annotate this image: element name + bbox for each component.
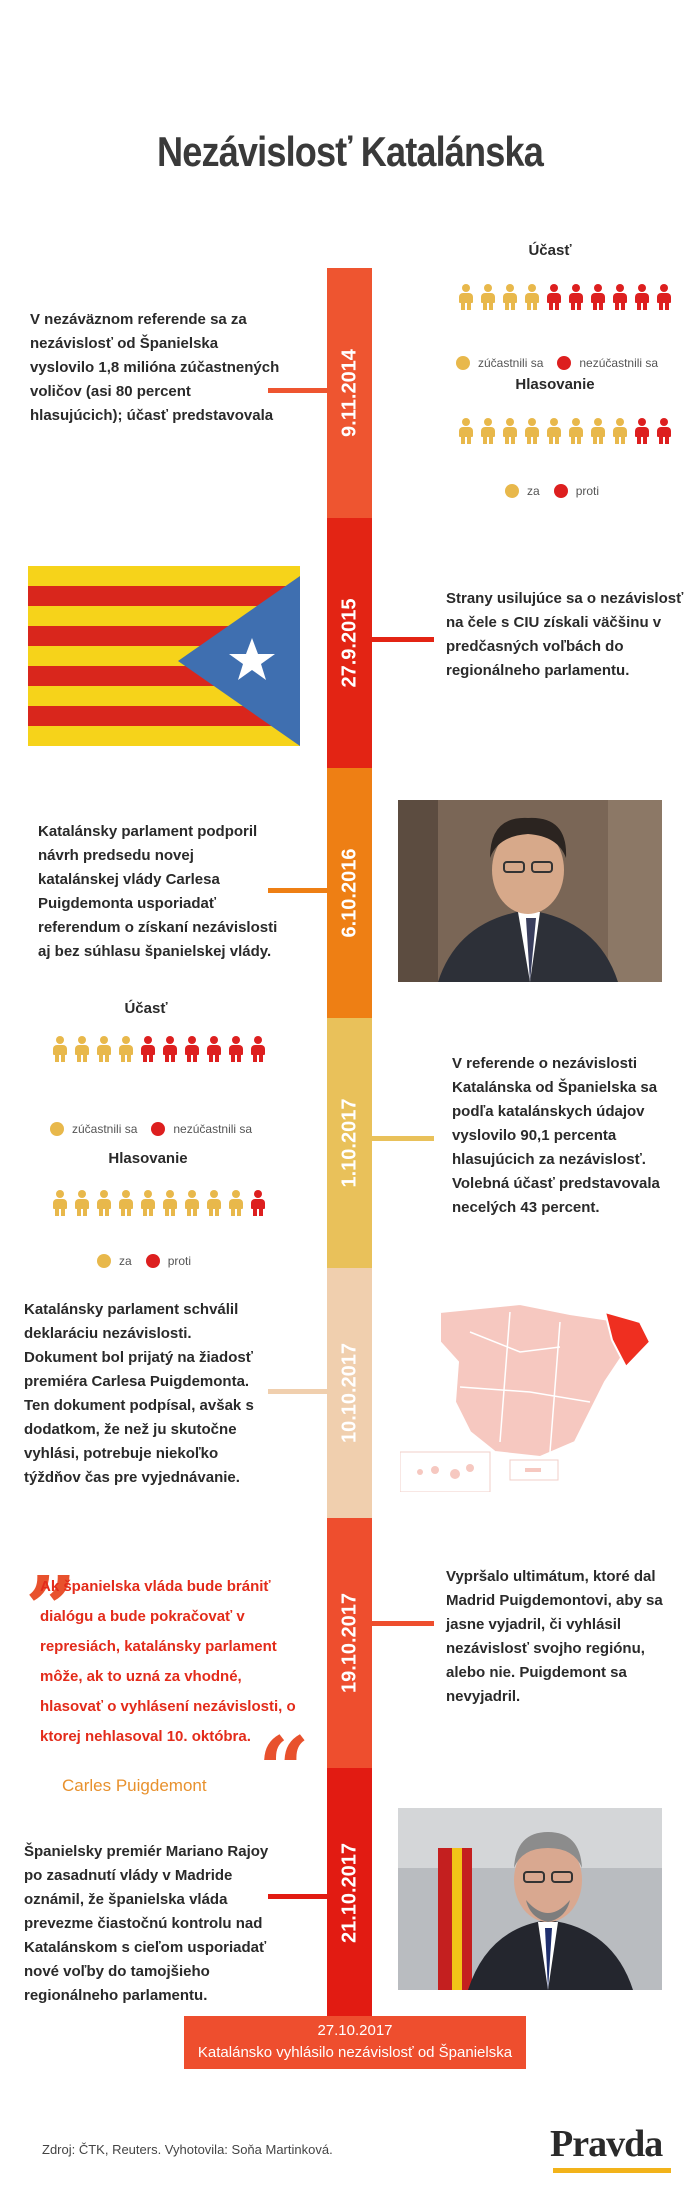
person-icon-yes (160, 1190, 180, 1216)
person-icon-yes (500, 418, 520, 444)
legend-dot-yes (50, 1122, 64, 1136)
timeline-date: 9.11.2014 (338, 349, 360, 437)
event-text-2017-oct1: V referende o nezávislosti Katalánska od Španielska sa podľa katalánskych údajov vyslovilo 90,1 percenta hlasujúcich za nezávislosť. Volebná účasť predstavovala necelých 43 percent. (452, 1055, 660, 1216)
person-icon-no (632, 418, 652, 444)
event-text-2014: V nezáväznom referende sa za nezávislosť od Španielska vyslovilo 1,8 milióna zúčastnených voličov (asi 80 percent hlasujúcich); účasť predstavovala (30, 311, 280, 424)
source-credit: Zdroj: ČTK, Reuters. Vyhotovila: Soňa Martinková. (42, 2142, 333, 2157)
person-icon-yes (72, 1190, 92, 1216)
legend-dot-yes (505, 484, 519, 498)
person-icon-yes (478, 418, 498, 444)
person-icon-yes (182, 1190, 202, 1216)
person-icon-yes (566, 418, 586, 444)
person-icon-no (654, 284, 674, 310)
legend-label-no: nezúčastnili sa (579, 356, 659, 370)
event-text-2017-oct19: Vypršalo ultimátum, ktoré dal Madrid Puigdemontovi, aby sa jasne vyjadril, či vyhlásil nezávislosť svojho regiónu, alebo nie. Puigdemont sa nevyjadril. (446, 1568, 663, 1705)
person-icon-yes (138, 1190, 158, 1216)
legend-label-no: nezúčastnili sa (173, 1122, 253, 1136)
person-icon-no (160, 1036, 180, 1062)
person-icon-yes (610, 418, 630, 444)
chart1-turnout-title: Účasť (528, 242, 572, 259)
person-icon-no (226, 1036, 246, 1062)
final-text: Katalánsko vyhlásilo nezávislosť od Španielska (197, 2044, 513, 2061)
legend-dot-yes (97, 1254, 111, 1268)
chart2-vote-title: Hlasovanie (108, 1150, 188, 1167)
timeline-segment-2017-oct21 (327, 1768, 372, 2018)
legend-label-no: proti (167, 1254, 192, 1268)
timeline-segment-2017-oct19 (327, 1518, 372, 1768)
legend-label-yes: zúčastnili sa (72, 1122, 138, 1136)
connector (372, 637, 434, 642)
rajoy-photo (398, 1808, 662, 1990)
person-icon-yes (522, 418, 542, 444)
timeline-date: 10.10.2017 (338, 1342, 360, 1444)
person-icon-no (654, 418, 674, 444)
legend-dot-no (146, 1254, 160, 1268)
person-icon-no (588, 284, 608, 310)
person-icon-yes (72, 1036, 92, 1062)
event-text-2017-oct10: Katalánsky parlament schválil deklaráciu nezávislosti. Dokument bol prijatý na žiadosť premiéra Carlesa Puigdemonta. Ten dokument podpísal, avšak s dodatkom, že než ju skutočne vyhlási, potrebuje niekoľko týždňov čas pre vyjednávanie. (24, 1301, 254, 1486)
person-icon-yes (544, 418, 564, 444)
timeline-date: 21.10.2017 (338, 1842, 360, 1944)
chart1-vote-legend (505, 484, 613, 498)
chart2-turnout-title: Účasť (124, 1000, 168, 1017)
person-icon-no (248, 1036, 268, 1062)
chart1-turnout-people (456, 284, 674, 310)
chart1-vote-title: Hlasovanie (515, 376, 595, 393)
timeline-segment-2014 (327, 268, 372, 518)
chart2-turnout-legend (50, 1122, 266, 1136)
catalan-flag-image (28, 566, 300, 746)
final-date: 27.10.2017 (317, 2022, 393, 2039)
connector (372, 1621, 434, 1626)
close-quote-icon: “ (258, 1717, 310, 1823)
person-icon-yes (522, 284, 542, 310)
person-icon-no (248, 1190, 268, 1216)
timeline-segment-2017-oct10 (327, 1268, 372, 1518)
person-icon-yes (116, 1036, 136, 1062)
timeline-date: 19.10.2017 (338, 1592, 360, 1694)
event-text-2016: Katalánsky parlament podporil návrh predsedu novej katalánskej vlády Carlesa Puigdemonta usporiadať referendum o získaní nezávislosti aj bez súhlasu španielskej vlády. (38, 823, 278, 960)
timeline-date: 27.9.2015 (338, 598, 360, 688)
logo-underline (553, 2168, 671, 2173)
timeline-segment-2016 (327, 768, 372, 1018)
timeline-segment-2017-oct1 (327, 1018, 372, 1268)
person-icon-yes (94, 1190, 114, 1216)
person-icon-no (610, 284, 630, 310)
legend-dot-yes (456, 356, 470, 370)
pravda-logo: Pravda (550, 2123, 663, 2165)
chart2-turnout-people (50, 1036, 268, 1062)
legend-label-yes: zúčastnili sa (478, 356, 544, 370)
person-icon-yes (226, 1190, 246, 1216)
person-icon-no (138, 1036, 158, 1062)
legend-dot-no (554, 484, 568, 498)
event-text-2017-oct21: Španielsky premiér Mariano Rajoy po zasadnutí vlády v Madride oznámil, že španielska vláda prevezme čiastočnú kontrolu nad Katalánskom s cieľom usporiadať nové voľby do tamojšieho regionálneho parlamentu. (24, 1843, 269, 2004)
chart2-vote-people (50, 1190, 268, 1216)
person-icon-no (544, 284, 564, 310)
connector (268, 1894, 328, 1899)
legend-label-no: proti (575, 484, 600, 498)
legend-label-yes: za (119, 1254, 132, 1268)
person-icon-no (632, 284, 652, 310)
person-icon-yes (50, 1036, 70, 1062)
legend-dot-no (557, 356, 571, 370)
timeline-date: 1.10.2017 (338, 1098, 360, 1188)
person-icon-yes (478, 284, 498, 310)
person-icon-yes (588, 418, 608, 444)
person-icon-yes (50, 1190, 70, 1216)
chart2-vote-legend (97, 1254, 205, 1268)
puigdemont-quote: Ak španielska vláda bude brániť dialógu a bude pokračovať v represiách, katalánsky parlament môže, ak to uzná za vhodné, hlasovať o vyhlásení nezávislosti, o ktorej nehlasoval 10. októbra. (40, 1578, 296, 1745)
person-icon-no (204, 1036, 224, 1062)
final-declaration-box (184, 2016, 526, 2069)
chart1-turnout-legend (456, 356, 672, 370)
quote-author: Carles Puigdemont (62, 1776, 207, 1795)
person-icon-yes (456, 418, 476, 444)
connector (372, 1136, 434, 1141)
person-icon-yes (204, 1190, 224, 1216)
legend-label-yes: za (527, 484, 540, 498)
chart1-vote-people (456, 418, 674, 444)
person-icon-yes (94, 1036, 114, 1062)
event-text-2015: Strany usilujúce sa o nezávislosť na čele s CIU získali väčšinu v predčasných voľbách do regionálneho parlamentu. (446, 590, 684, 679)
spain-map-catalonia (400, 1292, 662, 1492)
person-icon-no (566, 284, 586, 310)
person-icon-no (182, 1036, 202, 1062)
person-icon-yes (456, 284, 476, 310)
timeline-segment-2015 (327, 518, 372, 768)
open-quote-icon: “ (24, 1512, 76, 1618)
puigdemont-photo (398, 800, 662, 982)
person-icon-yes (116, 1190, 136, 1216)
connector (268, 1389, 328, 1394)
timeline-date: 6.10.2016 (338, 848, 360, 938)
legend-dot-no (151, 1122, 165, 1136)
page-title: Nezávislosť Katalánska (157, 128, 543, 175)
person-icon-yes (500, 284, 520, 310)
